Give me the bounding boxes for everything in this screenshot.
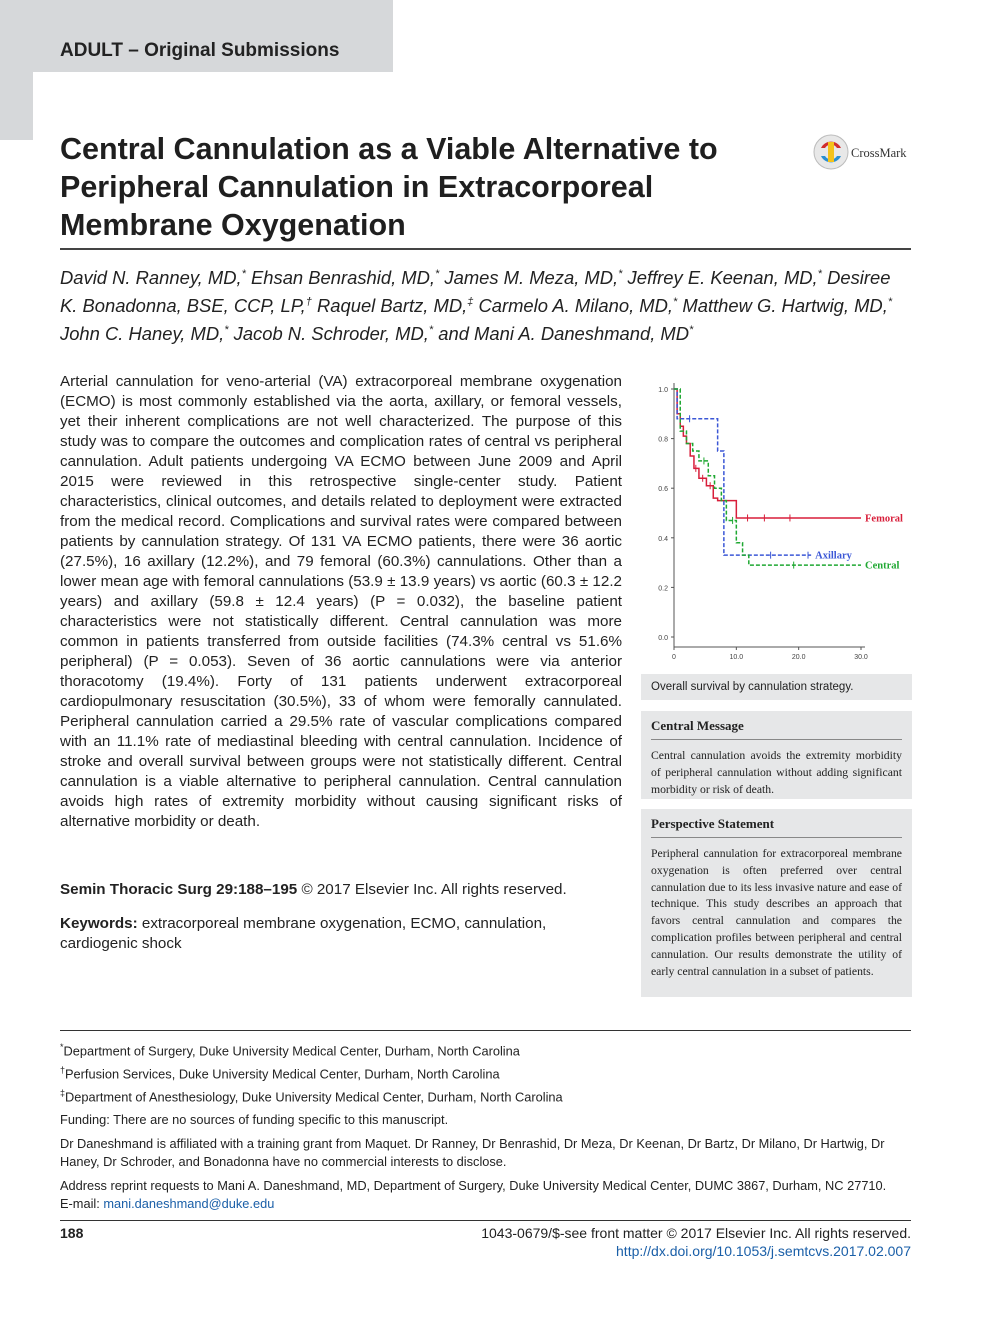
author-name: Desiree K. Bonadonna, BSE, CCP, LP, xyxy=(60,267,891,317)
affiliation-text: Department of Surgery, Duke University Medical Center, Durham, North Carolina xyxy=(63,1043,520,1059)
y-tick-label: 0.4 xyxy=(658,535,668,543)
perspective-statement-box xyxy=(641,809,912,997)
email-label: E-mail: xyxy=(60,1196,104,1212)
series-label: Axillary xyxy=(815,550,852,562)
affiliation-text: Perfusion Services, Duke University Medical Center, Durham, North Carolina xyxy=(65,1066,500,1082)
author-separator: and xyxy=(433,323,475,345)
citation-copyright: © 2017 Elsevier Inc. All rights reserved. xyxy=(297,881,567,898)
citation-journal: Semin Thoracic Surg 29:188–195 xyxy=(60,881,298,898)
keywords xyxy=(60,914,622,954)
chart-axes xyxy=(658,383,868,661)
affiliation-mark: ‡ xyxy=(60,1087,66,1098)
copyright-line: 1043-0679/$-see front matter © 2017 Elsevier Inc. All rights reserved. xyxy=(481,1225,911,1241)
funding-statement: Funding: There are no sources of funding specific to this manuscript. xyxy=(60,1112,449,1128)
crossmark-icon xyxy=(813,134,913,170)
y-tick-label: 0.2 xyxy=(658,585,668,593)
doi-link[interactable]: http://dx.doi.org/10.1053/j.semtcvs.2017.02.007 xyxy=(616,1243,911,1259)
author-name: Carmelo A. Milano, MD, xyxy=(478,295,673,317)
disclosure-statement: Dr Daneshmand is affiliated with a training grant from Maquet. Dr Ranney, Dr Benrashid, Dr Meza, Dr Keenan, Dr Bartz, Dr Milano, Dr Hartwig, Dr Haney, Dr Schroder, and Bonadonna have no commercial interests to disclose. xyxy=(60,1135,885,1170)
title-divider xyxy=(60,248,911,250)
series-central-line xyxy=(674,389,861,565)
chart-series-group xyxy=(674,389,861,569)
reprint-address: Address reprint requests to Mani A. Daneshmand, MD, Department of Surgery, Duke University Medical Center, DUMC 3867, Durham, NC 27710. xyxy=(60,1177,887,1193)
x-tick-label: 10.0 xyxy=(729,654,744,661)
author-name: Raquel Bartz, MD, xyxy=(316,295,468,317)
survival-chart xyxy=(641,372,911,672)
author-affiliation-mark: * xyxy=(224,324,229,337)
series-label: Femoral xyxy=(865,513,903,525)
author-affiliation-mark: * xyxy=(435,268,440,280)
affiliation-anesthesiology xyxy=(60,1084,911,1107)
article-title: Central Cannulation as a Viable Alternative to Peripheral Cannulation in Extracorporeal Membrane Oxygenation xyxy=(60,132,718,242)
y-tick-label: 0.8 xyxy=(658,436,668,444)
author-name: John C. Haney, MD, xyxy=(60,323,225,345)
affiliation-perfusion xyxy=(60,1061,911,1084)
x-tick-label: 30.0 xyxy=(854,654,868,661)
keywords-label: Keywords: xyxy=(60,915,138,932)
affiliation-mark: * xyxy=(60,1042,64,1052)
affiliation-mark: † xyxy=(60,1064,66,1075)
y-tick-label: 0.0 xyxy=(658,635,668,642)
y-tick-label: 1.0 xyxy=(658,387,668,394)
section-tab-stub xyxy=(0,72,33,140)
crossmark-label: CrossMark xyxy=(851,146,907,160)
abstract: Arterial cannulation for veno-arterial (VA) extracorporeal membrane oxygenation (ECMO) is most commonly established via the aorta, axillary, or femoral vessels, yet their inherent complications are not well characterized. The purpose of this study was to compare the outcomes and complication rates of central vs peripheral cannulation. Adult patients undergoing VA ECMO between June 2009 and April 2015 were reviewed in this retrospective single-center study. Patient characteristics, clinical outcomes, and details related to deployment were extracted from the medical record. Complications and survival rates were compared between patients by cannulation strategy. Of 131 VA ECMO patients, there were 36 aortic (27.5%), 16 axillary (12.2%), and 79 femoral (60.3%) cannulations. Other than a lower mean age with femoral cannulations (53.9 ± 13.9 years) vs aortic (60.3 ± 12.2 years) and axillary (59.8 ± 12.4 years) (P = 0.032), the baseline patient characteristics were not statistically different. Central cannulation was more common in patients transferred from outside facilities (74.3% central vs 51.6% peripheral) (P = 0.053). Seven of 36 aortic cannulations were via anterior thoracotomy (19.4%). Forty of 131 patients underwent extracorporeal cardiopulmonary resuscitation (30.5%), 33 of whom were femorally cannulated. Peripheral cannulation carried a 29.5% rate of vascular complications compared with an 11.1% rate of mediastinal bleeding with central cannulation. Incidence of stroke and overall survival between groups were not statistically different. Central cannulation is a viable alternative to peripheral cannulation. Central cannulation avoids high rates of extremity morbidity without causing significant risks of alternative morbidity or death. xyxy=(60,373,622,830)
series-femoral-line xyxy=(674,389,861,518)
footnote-divider xyxy=(60,1030,911,1031)
author-name: Jacob N. Schroder, MD, xyxy=(233,323,429,345)
figure-caption: Overall survival by cannulation strategy. xyxy=(641,674,912,700)
author-affiliation-mark: * xyxy=(618,268,623,280)
author-affiliation-mark: ‡ xyxy=(467,296,474,309)
footer-divider xyxy=(60,1220,911,1221)
central-message-heading: Central Message xyxy=(651,717,902,740)
crossmark-badge[interactable] xyxy=(813,134,913,170)
perspective-statement-body: Peripheral cannulation for extracorporeal membrane oxygenation is often preferred over central cannulation due to its less invasive nature and ease of technique. This study describes an approach that favors central cannulation and compares the complication profiles between peripheral and central cannulation. Our results demonstrate the utility of early central cannulation in a subset of patients. xyxy=(651,847,902,978)
author-name: Matthew G. Hartwig, MD, xyxy=(682,295,888,317)
series-label: Central xyxy=(865,560,900,572)
author-name: James M. Meza, MD, xyxy=(444,267,619,289)
citation xyxy=(60,880,622,900)
author-affiliation-mark: † xyxy=(305,296,312,309)
author-affiliation-mark: * xyxy=(428,324,434,337)
footnotes xyxy=(60,1038,911,1214)
author-affiliation-mark: * xyxy=(887,296,893,309)
affiliation-surgery xyxy=(60,1038,911,1061)
email-link[interactable]: mani.daneshmand@duke.edu xyxy=(103,1196,275,1212)
author-name: Mani A. Daneshmand, MD xyxy=(474,323,690,345)
y-tick-label: 0.6 xyxy=(658,486,668,494)
series-axillary-line xyxy=(674,389,811,555)
author-name: David N. Ranney, MD, xyxy=(60,267,242,289)
author-name: Ehsan Benrashid, MD, xyxy=(251,267,435,289)
author-name: Jeffrey E. Keenan, MD, xyxy=(627,267,818,289)
perspective-statement-heading: Perspective Statement xyxy=(651,815,902,838)
x-tick-label: 0 xyxy=(672,654,676,661)
author-affiliation-mark: * xyxy=(673,296,678,309)
central-message-box xyxy=(641,711,912,799)
section-label: ADULT – Original Submissions xyxy=(60,40,340,61)
email-line xyxy=(60,1195,911,1214)
chart-labels-group xyxy=(815,513,903,571)
author-affiliation-mark: * xyxy=(817,268,822,280)
central-message-body: Central cannulation avoids the extremity morbidity of peripheral cannulation without adding significant morbidity or risk of death. xyxy=(651,749,902,796)
x-tick-label: 20.0 xyxy=(791,654,806,661)
keywords-text: extracorporeal membrane oxygenation, ECMO, cannulation, cardiogenic shock xyxy=(60,915,547,952)
page-number: 188 xyxy=(60,1225,84,1241)
author-affiliation-mark: * xyxy=(241,268,246,280)
author-affiliation-mark: * xyxy=(689,324,694,337)
affiliation-text: Department of Anesthesiology, Duke University Medical Center, Durham, North Carolina xyxy=(65,1088,563,1104)
author-list xyxy=(60,262,911,346)
